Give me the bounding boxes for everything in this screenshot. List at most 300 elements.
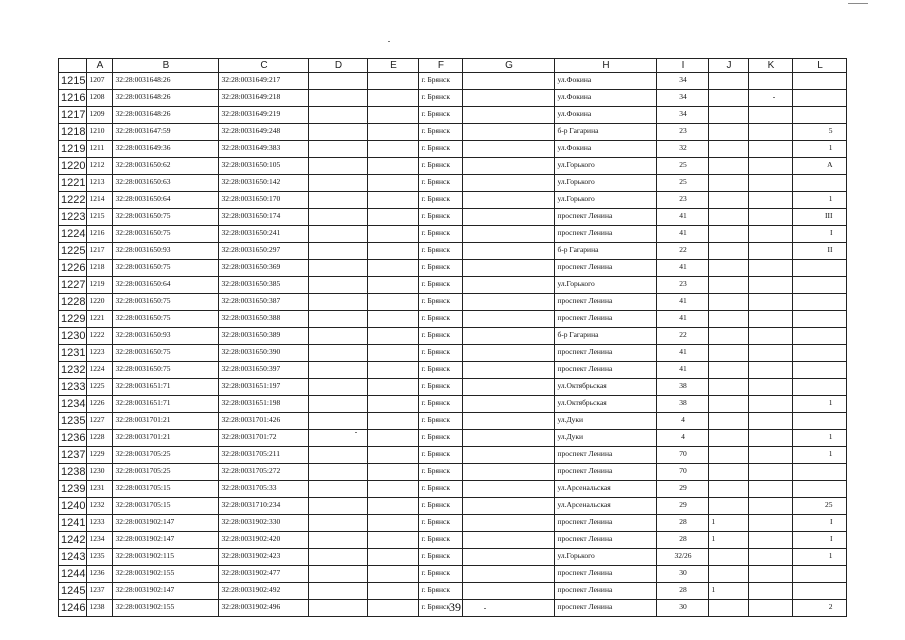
- cell-c[interactable]: 32:28:0031649:217: [219, 73, 309, 90]
- cell-j[interactable]: [709, 396, 749, 413]
- cell-i[interactable]: 22: [657, 328, 709, 345]
- cell-b[interactable]: 32:28:0031650:63: [113, 175, 219, 192]
- cell-d[interactable]: [309, 464, 368, 481]
- cell-j[interactable]: [709, 243, 749, 260]
- cell-b[interactable]: 32:28:0031650:75: [113, 294, 219, 311]
- cell-l[interactable]: II: [793, 243, 847, 260]
- cell-h[interactable]: проспект Ленина: [555, 532, 657, 549]
- row-number-cell[interactable]: 1246: [59, 600, 87, 617]
- cell-b[interactable]: 32:28:0031902:155: [113, 566, 219, 583]
- cell-b[interactable]: 32:28:0031650:64: [113, 192, 219, 209]
- cell-j[interactable]: [709, 600, 749, 617]
- cell-k[interactable]: [749, 175, 793, 192]
- cell-f[interactable]: г. Брянск: [419, 413, 463, 430]
- cell-l[interactable]: [793, 277, 847, 294]
- cell-l[interactable]: I: [793, 532, 847, 549]
- cell-l[interactable]: 25: [793, 498, 847, 515]
- cell-i[interactable]: 28: [657, 532, 709, 549]
- cell-e[interactable]: [368, 515, 419, 532]
- cell-b[interactable]: 32:28:0031650:75: [113, 226, 219, 243]
- cell-i[interactable]: 70: [657, 464, 709, 481]
- cell-c[interactable]: 32:28:0031902:492: [219, 583, 309, 600]
- cell-h[interactable]: ул.Фокина: [555, 141, 657, 158]
- cell-d[interactable]: [309, 158, 368, 175]
- cell-c[interactable]: 32:28:0031650:241: [219, 226, 309, 243]
- cell-h[interactable]: проспект Ленина: [555, 362, 657, 379]
- cell-b[interactable]: 32:28:0031902:115: [113, 549, 219, 566]
- row-number-cell[interactable]: 1240: [59, 498, 87, 515]
- cell-c[interactable]: 32:28:0031650:170: [219, 192, 309, 209]
- column-header-c[interactable]: C: [219, 59, 309, 73]
- cell-f[interactable]: г. Брянск: [419, 583, 463, 600]
- cell-e[interactable]: [368, 226, 419, 243]
- cell-i[interactable]: 41: [657, 260, 709, 277]
- cell-b[interactable]: 32:28:0031650:93: [113, 243, 219, 260]
- cell-k[interactable]: [749, 447, 793, 464]
- cell-f[interactable]: г. Брянск: [419, 532, 463, 549]
- cell-a[interactable]: 1213: [87, 175, 113, 192]
- cell-c[interactable]: 32:28:0031649:383: [219, 141, 309, 158]
- cell-d[interactable]: [309, 583, 368, 600]
- cell-d[interactable]: [309, 600, 368, 617]
- cell-a[interactable]: 1214: [87, 192, 113, 209]
- cell-l[interactable]: [793, 311, 847, 328]
- cell-c[interactable]: 32:28:0031710:234: [219, 498, 309, 515]
- cell-d[interactable]: [309, 226, 368, 243]
- cell-d[interactable]: [309, 566, 368, 583]
- row-number-cell[interactable]: 1232: [59, 362, 87, 379]
- cell-b[interactable]: 32:28:0031705:25: [113, 464, 219, 481]
- cell-l[interactable]: 1: [793, 549, 847, 566]
- cell-c[interactable]: 32:28:0031701:426: [219, 413, 309, 430]
- cell-g[interactable]: [463, 345, 555, 362]
- cell-k[interactable]: [749, 515, 793, 532]
- cell-k[interactable]: [749, 345, 793, 362]
- cell-c[interactable]: 32:28:0031650:385: [219, 277, 309, 294]
- cell-c[interactable]: 32:28:0031649:218: [219, 90, 309, 107]
- cell-g[interactable]: [463, 481, 555, 498]
- cell-d[interactable]: [309, 175, 368, 192]
- cell-h[interactable]: ул.Горького: [555, 175, 657, 192]
- cell-k[interactable]: [749, 124, 793, 141]
- cell-h[interactable]: б-р Гагарина: [555, 328, 657, 345]
- cell-l[interactable]: [793, 294, 847, 311]
- row-number-cell[interactable]: 1215: [59, 73, 87, 90]
- cell-b[interactable]: 32:28:0031705:25: [113, 447, 219, 464]
- cell-l[interactable]: 1: [793, 396, 847, 413]
- cell-h[interactable]: ул.Горького: [555, 549, 657, 566]
- cell-j[interactable]: [709, 294, 749, 311]
- cell-b[interactable]: 32:28:0031650:93: [113, 328, 219, 345]
- cell-f[interactable]: г. Брянск: [419, 515, 463, 532]
- cell-c[interactable]: 32:28:0031650:389: [219, 328, 309, 345]
- cell-k[interactable]: [749, 549, 793, 566]
- row-number-cell[interactable]: 1245: [59, 583, 87, 600]
- cell-k[interactable]: [749, 209, 793, 226]
- cell-l[interactable]: [793, 107, 847, 124]
- cell-b[interactable]: 32:28:0031705:15: [113, 481, 219, 498]
- cell-j[interactable]: [709, 124, 749, 141]
- cell-d[interactable]: [309, 192, 368, 209]
- row-number-cell[interactable]: 1242: [59, 532, 87, 549]
- cell-a[interactable]: 1219: [87, 277, 113, 294]
- cell-g[interactable]: [463, 90, 555, 107]
- cell-i[interactable]: 23: [657, 277, 709, 294]
- cell-c[interactable]: 32:28:0031649:248: [219, 124, 309, 141]
- cell-g[interactable]: [463, 311, 555, 328]
- cell-i[interactable]: 29: [657, 498, 709, 515]
- cell-d[interactable]: [309, 532, 368, 549]
- cell-i[interactable]: 41: [657, 345, 709, 362]
- cell-g[interactable]: [463, 379, 555, 396]
- row-number-cell[interactable]: 1230: [59, 328, 87, 345]
- cell-b[interactable]: 32:28:0031650:75: [113, 209, 219, 226]
- cell-f[interactable]: г. Брянск: [419, 294, 463, 311]
- cell-j[interactable]: [709, 158, 749, 175]
- cell-c[interactable]: 32:28:0031902:423: [219, 549, 309, 566]
- cell-l[interactable]: 1: [793, 141, 847, 158]
- cell-i[interactable]: 41: [657, 209, 709, 226]
- cell-i[interactable]: 70: [657, 447, 709, 464]
- cell-j[interactable]: [709, 328, 749, 345]
- cell-f[interactable]: г. Брянск: [419, 277, 463, 294]
- cell-l[interactable]: 1: [793, 430, 847, 447]
- cell-k[interactable]: [749, 362, 793, 379]
- cell-l[interactable]: [793, 583, 847, 600]
- cell-h[interactable]: проспект Ленина: [555, 294, 657, 311]
- cell-h[interactable]: ул.Фокина: [555, 73, 657, 90]
- cell-d[interactable]: [309, 141, 368, 158]
- cell-e[interactable]: [368, 532, 419, 549]
- cell-e[interactable]: [368, 175, 419, 192]
- row-number-cell[interactable]: 1228: [59, 294, 87, 311]
- cell-e[interactable]: [368, 413, 419, 430]
- cell-h[interactable]: ул.Горького: [555, 192, 657, 209]
- cell-g[interactable]: [463, 532, 555, 549]
- cell-j[interactable]: [709, 209, 749, 226]
- cell-g[interactable]: [463, 549, 555, 566]
- cell-c[interactable]: 32:28:0031650:142: [219, 175, 309, 192]
- cell-i[interactable]: 41: [657, 294, 709, 311]
- cell-b[interactable]: 32:28:0031648:26: [113, 107, 219, 124]
- cell-g[interactable]: [463, 141, 555, 158]
- cell-h[interactable]: проспект Ленина: [555, 515, 657, 532]
- cell-c[interactable]: 32:28:0031902:420: [219, 532, 309, 549]
- cell-g[interactable]: [463, 515, 555, 532]
- cell-d[interactable]: [309, 379, 368, 396]
- cell-e[interactable]: [368, 566, 419, 583]
- cell-f[interactable]: г. Брянск: [419, 464, 463, 481]
- cell-a[interactable]: 1226: [87, 396, 113, 413]
- cell-g[interactable]: [463, 566, 555, 583]
- cell-e[interactable]: [368, 311, 419, 328]
- cell-l[interactable]: [793, 464, 847, 481]
- cell-l[interactable]: [793, 345, 847, 362]
- cell-g[interactable]: [463, 498, 555, 515]
- cell-a[interactable]: 1230: [87, 464, 113, 481]
- cell-a[interactable]: 1234: [87, 532, 113, 549]
- cell-c[interactable]: 32:28:0031650:174: [219, 209, 309, 226]
- cell-g[interactable]: [463, 600, 555, 617]
- column-header-l[interactable]: L: [793, 59, 847, 73]
- cell-e[interactable]: [368, 260, 419, 277]
- cell-f[interactable]: г. Брянск: [419, 600, 463, 617]
- cell-g[interactable]: [463, 192, 555, 209]
- cell-e[interactable]: [368, 379, 419, 396]
- cell-b[interactable]: 32:28:0031650:75: [113, 362, 219, 379]
- row-number-cell[interactable]: 1221: [59, 175, 87, 192]
- column-header-j[interactable]: J: [709, 59, 749, 73]
- cell-e[interactable]: [368, 90, 419, 107]
- row-number-cell[interactable]: 1243: [59, 549, 87, 566]
- cell-b[interactable]: 32:28:0031902:147: [113, 583, 219, 600]
- cell-b[interactable]: 32:28:0031651:71: [113, 396, 219, 413]
- cell-d[interactable]: [309, 124, 368, 141]
- cell-a[interactable]: 1236: [87, 566, 113, 583]
- cell-a[interactable]: 1237: [87, 583, 113, 600]
- cell-j[interactable]: [709, 481, 749, 498]
- row-number-cell[interactable]: 1223: [59, 209, 87, 226]
- cell-j[interactable]: [709, 107, 749, 124]
- cell-a[interactable]: 1222: [87, 328, 113, 345]
- cell-h[interactable]: ул.Дуки: [555, 430, 657, 447]
- cell-j[interactable]: [709, 90, 749, 107]
- cell-h[interactable]: ул.Октябрьская: [555, 379, 657, 396]
- cell-k[interactable]: [749, 481, 793, 498]
- cell-i[interactable]: 23: [657, 124, 709, 141]
- row-number-cell[interactable]: 1224: [59, 226, 87, 243]
- cell-j[interactable]: [709, 362, 749, 379]
- cell-k[interactable]: [749, 158, 793, 175]
- cell-i[interactable]: 34: [657, 73, 709, 90]
- cell-e[interactable]: [368, 600, 419, 617]
- row-number-cell[interactable]: 1231: [59, 345, 87, 362]
- cell-k[interactable]: [749, 192, 793, 209]
- cell-l[interactable]: [793, 379, 847, 396]
- cell-d[interactable]: [309, 413, 368, 430]
- cell-d[interactable]: [309, 396, 368, 413]
- cell-j[interactable]: [709, 447, 749, 464]
- cell-e[interactable]: [368, 73, 419, 90]
- cell-k[interactable]: [749, 294, 793, 311]
- cell-c[interactable]: 32:28:0031902:496: [219, 600, 309, 617]
- cell-h[interactable]: ул.Фокина: [555, 90, 657, 107]
- row-number-cell[interactable]: 1218: [59, 124, 87, 141]
- column-header-k[interactable]: K: [749, 59, 793, 73]
- cell-h[interactable]: б-р Гагарина: [555, 124, 657, 141]
- cell-c[interactable]: 32:28:0031651:198: [219, 396, 309, 413]
- cell-k[interactable]: [749, 277, 793, 294]
- column-header-h[interactable]: H: [555, 59, 657, 73]
- row-number-cell[interactable]: 1217: [59, 107, 87, 124]
- cell-g[interactable]: [463, 73, 555, 90]
- cell-k[interactable]: [749, 90, 793, 107]
- cell-l[interactable]: [793, 90, 847, 107]
- cell-f[interactable]: г. Брянск: [419, 430, 463, 447]
- cell-i[interactable]: 34: [657, 107, 709, 124]
- cell-j[interactable]: [709, 73, 749, 90]
- cell-h[interactable]: ул.Арсенальская: [555, 498, 657, 515]
- cell-k[interactable]: [749, 600, 793, 617]
- cell-a[interactable]: 1231: [87, 481, 113, 498]
- row-number-cell[interactable]: 1233: [59, 379, 87, 396]
- cell-f[interactable]: г. Брянск: [419, 90, 463, 107]
- cell-b[interactable]: 32:28:0031648:26: [113, 73, 219, 90]
- cell-h[interactable]: ул.Фокина: [555, 107, 657, 124]
- cell-i[interactable]: 41: [657, 362, 709, 379]
- cell-l[interactable]: [793, 566, 847, 583]
- cell-a[interactable]: 1207: [87, 73, 113, 90]
- cell-k[interactable]: [749, 430, 793, 447]
- cell-i[interactable]: 38: [657, 379, 709, 396]
- cell-i[interactable]: 32/26: [657, 549, 709, 566]
- cell-k[interactable]: [749, 141, 793, 158]
- cell-e[interactable]: [368, 345, 419, 362]
- cell-k[interactable]: [749, 107, 793, 124]
- row-number-cell[interactable]: 1236: [59, 430, 87, 447]
- cell-h[interactable]: ул.Дуки: [555, 413, 657, 430]
- cell-a[interactable]: 1235: [87, 549, 113, 566]
- cell-d[interactable]: [309, 515, 368, 532]
- cell-d[interactable]: [309, 209, 368, 226]
- row-number-cell[interactable]: 1220: [59, 158, 87, 175]
- cell-f[interactable]: г. Брянск: [419, 226, 463, 243]
- row-number-cell[interactable]: 1244: [59, 566, 87, 583]
- cell-k[interactable]: [749, 311, 793, 328]
- cell-k[interactable]: [749, 583, 793, 600]
- cell-e[interactable]: [368, 107, 419, 124]
- cell-e[interactable]: [368, 328, 419, 345]
- cell-e[interactable]: [368, 124, 419, 141]
- cell-l[interactable]: 1: [793, 447, 847, 464]
- cell-g[interactable]: [463, 209, 555, 226]
- cell-g[interactable]: [463, 158, 555, 175]
- cell-g[interactable]: [463, 107, 555, 124]
- cell-a[interactable]: 1212: [87, 158, 113, 175]
- cell-b[interactable]: 32:28:0031648:26: [113, 90, 219, 107]
- cell-f[interactable]: г. Брянск: [419, 549, 463, 566]
- cell-l[interactable]: 2: [793, 600, 847, 617]
- cell-j[interactable]: [709, 379, 749, 396]
- row-number-cell[interactable]: 1216: [59, 90, 87, 107]
- cell-a[interactable]: 1216: [87, 226, 113, 243]
- cell-b[interactable]: 32:28:0031650:75: [113, 345, 219, 362]
- cell-i[interactable]: 38: [657, 396, 709, 413]
- cell-h[interactable]: проспект Ленина: [555, 583, 657, 600]
- cell-i[interactable]: 23: [657, 192, 709, 209]
- cell-a[interactable]: 1233: [87, 515, 113, 532]
- cell-f[interactable]: г. Брянск: [419, 158, 463, 175]
- cell-g[interactable]: [463, 260, 555, 277]
- cell-j[interactable]: [709, 430, 749, 447]
- cell-e[interactable]: [368, 430, 419, 447]
- cell-l[interactable]: I: [793, 515, 847, 532]
- cell-c[interactable]: 32:28:0031650:387: [219, 294, 309, 311]
- cell-f[interactable]: г. Брянск: [419, 362, 463, 379]
- cell-d[interactable]: [309, 311, 368, 328]
- cell-k[interactable]: [749, 73, 793, 90]
- column-header-i[interactable]: I: [657, 59, 709, 73]
- cell-h[interactable]: ул.Горького: [555, 158, 657, 175]
- cell-d[interactable]: [309, 260, 368, 277]
- column-header-d[interactable]: D: [309, 59, 368, 73]
- column-header-e[interactable]: E: [368, 59, 419, 73]
- cell-c[interactable]: 32:28:0031650:369: [219, 260, 309, 277]
- cell-e[interactable]: [368, 481, 419, 498]
- cell-b[interactable]: 32:28:0031650:75: [113, 311, 219, 328]
- cell-i[interactable]: 30: [657, 566, 709, 583]
- cell-g[interactable]: [463, 226, 555, 243]
- row-number-cell[interactable]: 1238: [59, 464, 87, 481]
- cell-i[interactable]: 29: [657, 481, 709, 498]
- cell-c[interactable]: 32:28:0031705:211: [219, 447, 309, 464]
- row-number-cell[interactable]: 1241: [59, 515, 87, 532]
- cell-i[interactable]: 22: [657, 243, 709, 260]
- cell-e[interactable]: [368, 192, 419, 209]
- cell-i[interactable]: 30: [657, 600, 709, 617]
- cell-b[interactable]: 32:28:0031649:36: [113, 141, 219, 158]
- cell-i[interactable]: 25: [657, 158, 709, 175]
- cell-d[interactable]: [309, 90, 368, 107]
- cell-i[interactable]: 32: [657, 141, 709, 158]
- cell-j[interactable]: [709, 260, 749, 277]
- cell-k[interactable]: [749, 243, 793, 260]
- cell-b[interactable]: 32:28:0031902:155: [113, 600, 219, 617]
- cell-d[interactable]: [309, 107, 368, 124]
- cell-d[interactable]: [309, 447, 368, 464]
- cell-b[interactable]: 32:28:0031651:71: [113, 379, 219, 396]
- cell-i[interactable]: 25: [657, 175, 709, 192]
- cell-h[interactable]: проспект Ленина: [555, 600, 657, 617]
- cell-g[interactable]: [463, 294, 555, 311]
- cell-k[interactable]: [749, 396, 793, 413]
- cell-j[interactable]: [709, 413, 749, 430]
- row-number-cell[interactable]: 1237: [59, 447, 87, 464]
- cell-k[interactable]: [749, 464, 793, 481]
- cell-c[interactable]: 32:28:0031705:272: [219, 464, 309, 481]
- cell-e[interactable]: [368, 396, 419, 413]
- cell-c[interactable]: 32:28:0031650:397: [219, 362, 309, 379]
- cell-e[interactable]: [368, 549, 419, 566]
- cell-h[interactable]: ул.Горького: [555, 277, 657, 294]
- cell-d[interactable]: [309, 277, 368, 294]
- cell-l[interactable]: 5: [793, 124, 847, 141]
- cell-f[interactable]: г. Брянск: [419, 498, 463, 515]
- cell-g[interactable]: [463, 124, 555, 141]
- cell-i[interactable]: 34: [657, 90, 709, 107]
- cell-d[interactable]: [309, 481, 368, 498]
- cell-c[interactable]: 32:28:0031650:105: [219, 158, 309, 175]
- cell-l[interactable]: [793, 481, 847, 498]
- cell-h[interactable]: ул.Октябрьская: [555, 396, 657, 413]
- row-number-cell[interactable]: 1239: [59, 481, 87, 498]
- cell-g[interactable]: [463, 464, 555, 481]
- cell-c[interactable]: 32:28:0031649:219: [219, 107, 309, 124]
- column-header-a[interactable]: A: [87, 59, 113, 73]
- cell-f[interactable]: г. Брянск: [419, 175, 463, 192]
- cell-f[interactable]: г. Брянск: [419, 481, 463, 498]
- row-number-cell[interactable]: 1235: [59, 413, 87, 430]
- cell-e[interactable]: [368, 362, 419, 379]
- cell-a[interactable]: 1223: [87, 345, 113, 362]
- cell-f[interactable]: г. Брянск: [419, 311, 463, 328]
- cell-a[interactable]: 1221: [87, 311, 113, 328]
- cell-c[interactable]: 32:28:0031902:330: [219, 515, 309, 532]
- cell-b[interactable]: 32:28:0031701:21: [113, 413, 219, 430]
- cell-i[interactable]: 4: [657, 413, 709, 430]
- cell-f[interactable]: г. Брянск: [419, 209, 463, 226]
- cell-a[interactable]: 1225: [87, 379, 113, 396]
